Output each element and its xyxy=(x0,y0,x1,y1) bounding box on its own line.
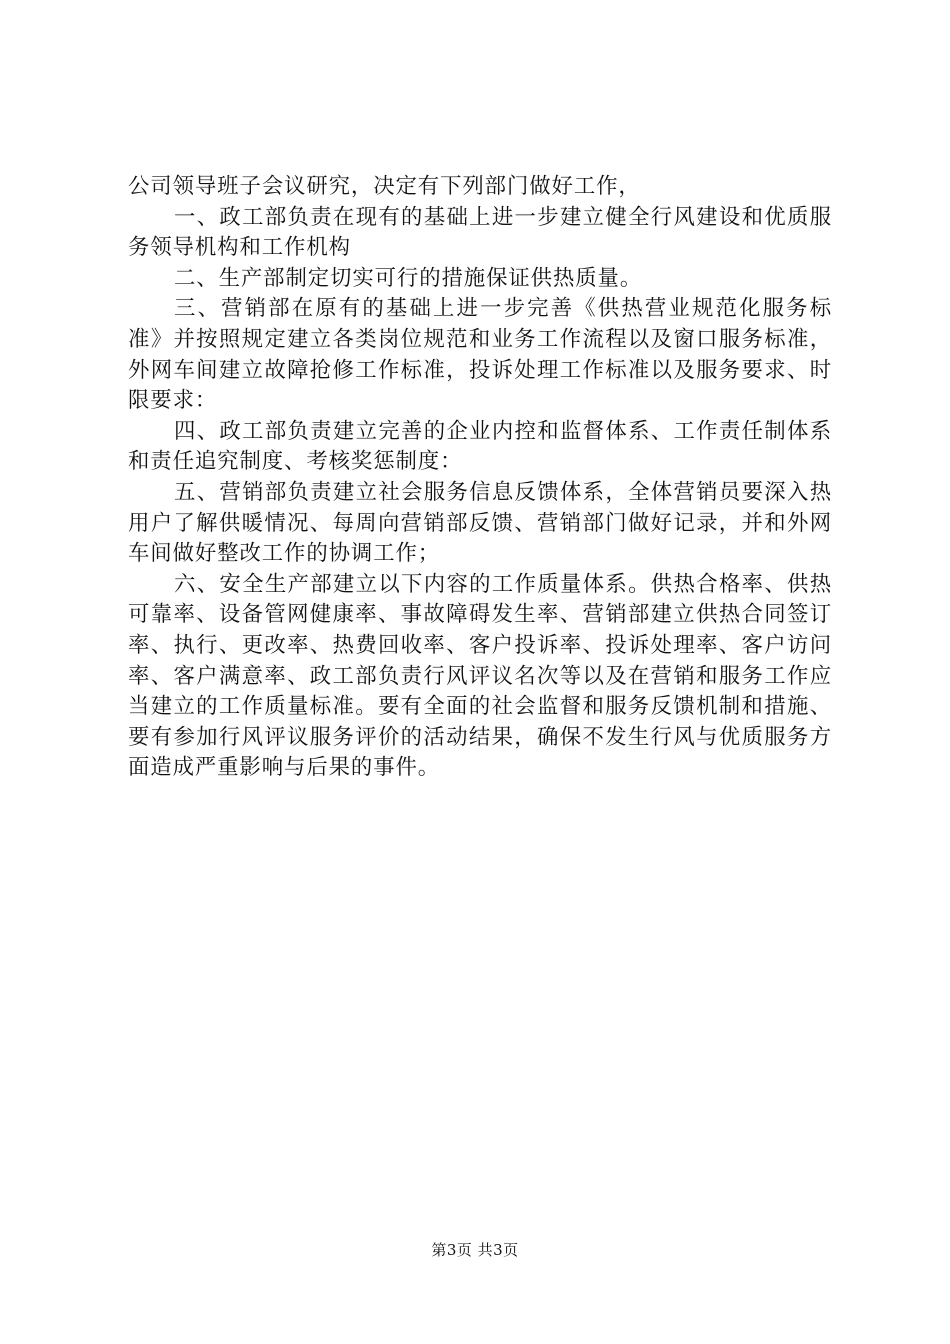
paragraph-item-2: 二、生产部制定切实可行的措施保证供热质量。 xyxy=(174,265,643,291)
document-body xyxy=(128,172,832,784)
paragraph-item-6: 六、安全生产部建立以下内容的工作质量体系。供热合格率、供热可靠率、设备管网健康率、事故障碍发生率、营销部建立供热合同签订率、执行、更改率、热费回收率、客户投诉率、投诉处理率、客户访问率、客户满意率、政工部负责行风评议名次等以及在营销和服务工作应当建立的工作质量标准。要有全面的社会监督和服务反馈机制和措施、要有参加行风评议服务评价的活动结果，确保不发生行风与优质服务方面造成严重影响与后果的事件。 xyxy=(128,571,832,781)
page-number-footer: 第3页 共3页 xyxy=(431,1241,519,1259)
paragraph-item-5: 五、营销部负责建立社会服务信息反馈体系，全体营销员要深入热用户了解供暖情况、每周向营销部反馈、营销部门做好记录，并和外网车间做好整改工作的协调工作； xyxy=(128,479,832,567)
paragraph-intro: 公司领导班子会议研究，决定有下列部门做好工作， xyxy=(128,174,641,199)
paragraph-item-1: 一、政工部负责在现有的基础上进一步建立健全行风建设和优质服务领导机构和工作机构 xyxy=(128,204,832,261)
paragraph-item-3: 三、营销部在原有的基础上进一步完善《供热营业规范化服务标准》并按照规定建立各类岗位规范和业务工作流程以及窗口服务标准，外网车间建立故障抢修工作标准，投诉处理工作标准以及服务要求、时限要求： xyxy=(128,296,832,414)
paragraph-item-4: 四、政工部负责建立完善的企业内控和监督体系、工作责任制体系和责任追究制度、考核奖惩制度： xyxy=(128,418,832,475)
